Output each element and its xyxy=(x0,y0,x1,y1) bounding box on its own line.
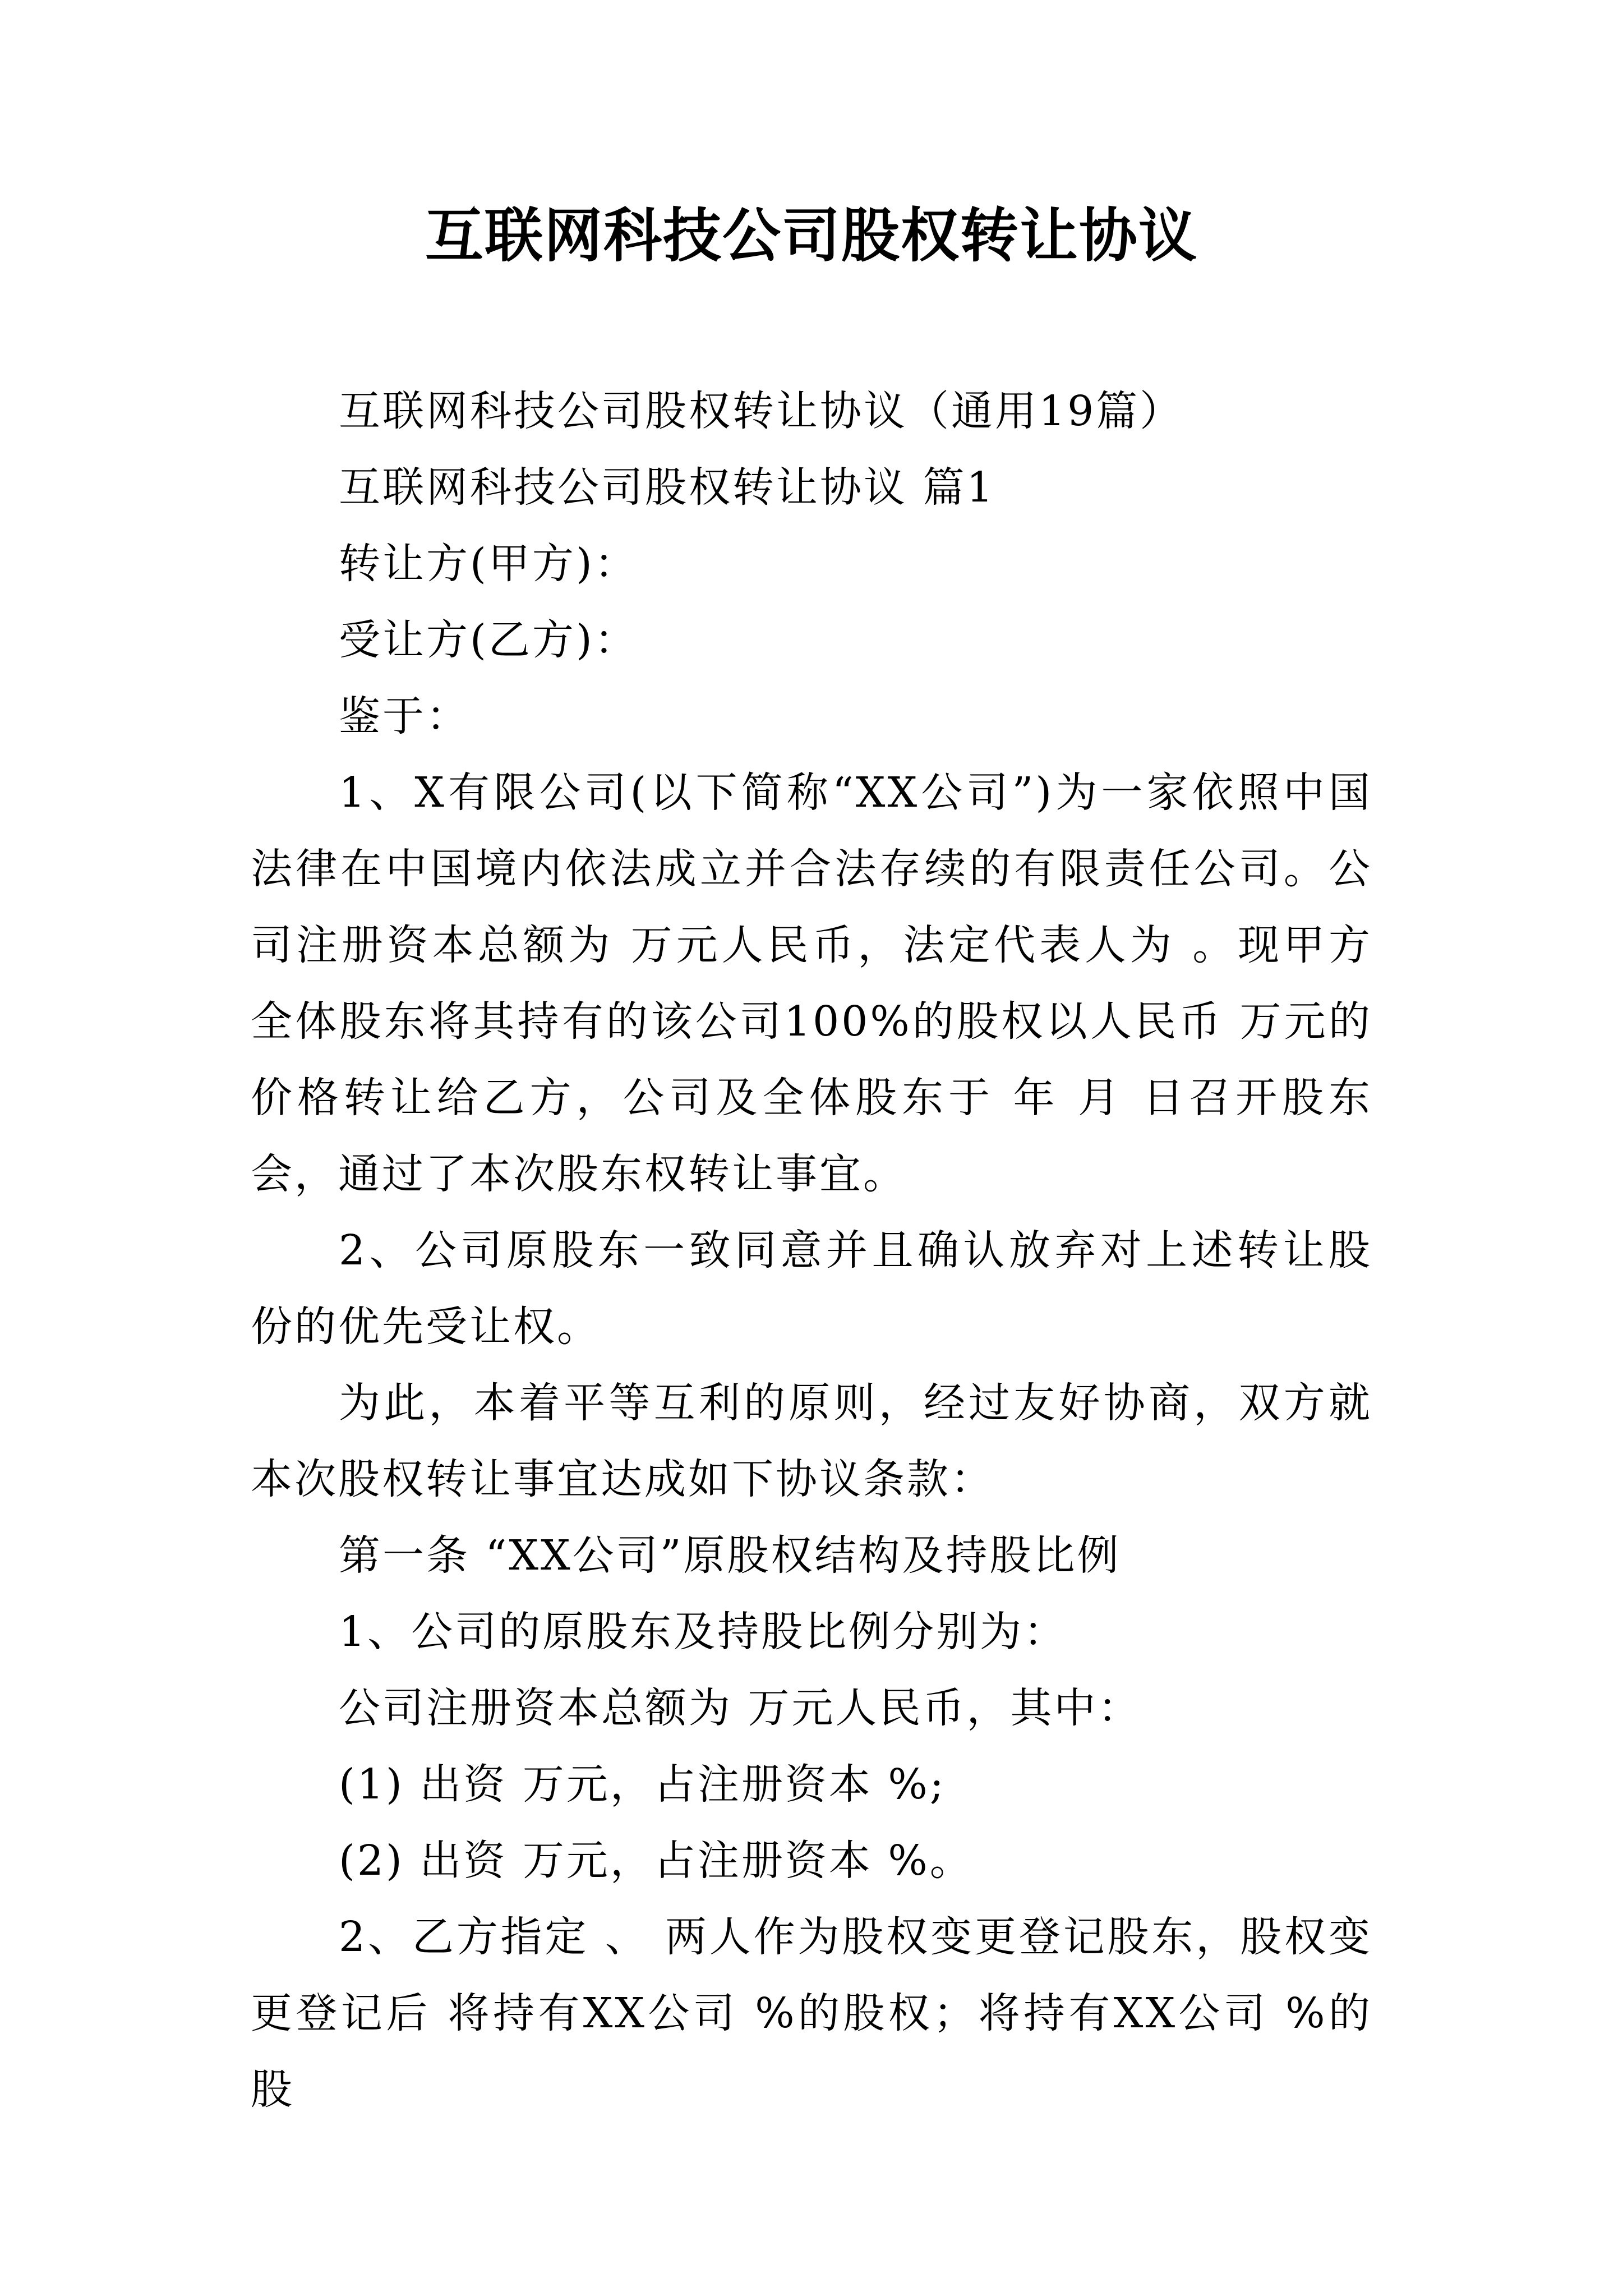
paragraph-transferee: 受让方(乙方)： xyxy=(339,616,638,664)
paragraph-item-1: (1) 出资 万元，占注册资本 %; xyxy=(339,1760,946,1809)
paragraph-preamble: 为此，本着平等互利的原则，经过友好协商，双方就本次股权转让事宜达成如下协议条款： xyxy=(251,1379,1372,1503)
paragraph-subtitle: 互联网科技公司股权转让协议（通用19篇） xyxy=(339,387,1184,435)
paragraph-article-1-heading: 第一条 “XX公司”原股权结构及持股比例 xyxy=(339,1531,1121,1580)
document-title: 互联网科技公司股权转让协议 xyxy=(425,201,1198,270)
paragraph-whereas: 鉴于： xyxy=(339,692,470,740)
paragraph-clause-1: 1、公司的原股东及持股比例分别为： xyxy=(339,1608,1068,1656)
paragraph-recital-2: 2、公司原股东一致同意并且确认放弃对上述转让股份的优先受让权。 xyxy=(251,1226,1372,1351)
paragraph-recital-1: 1、X有限公司(以下简称“XX公司”)为一家依照中国法律在中国境内依法成立并合法存续的有限责任公司。公司注册资本总额为 万元人民币，法定代表人为 。现甲方全体股东将其持有的该公司100%的股权以人民币 万元的价格转让给乙方，公司及全体股东于 年 月 日召开股东会，通过了本次股东权转让事宜。 xyxy=(251,769,1372,1198)
paragraph-transferor: 转让方(甲方)： xyxy=(339,540,638,588)
document-body xyxy=(251,373,1372,2128)
paragraph-part-heading: 互联网科技公司股权转让协议 篇1 xyxy=(339,463,995,512)
paragraph-item-2: (2) 出资 万元，占注册资本 %。 xyxy=(339,1837,974,1885)
paragraph-clause-2: 2、乙方指定 、 两人作为股权变更登记股东，股权变更登记后 将持有XX公司 %的股权；将持有XX公司 %的股 xyxy=(251,1913,1372,2114)
paragraph-registered-capital: 公司注册资本总额为 万元人民币，其中： xyxy=(339,1684,1142,1732)
